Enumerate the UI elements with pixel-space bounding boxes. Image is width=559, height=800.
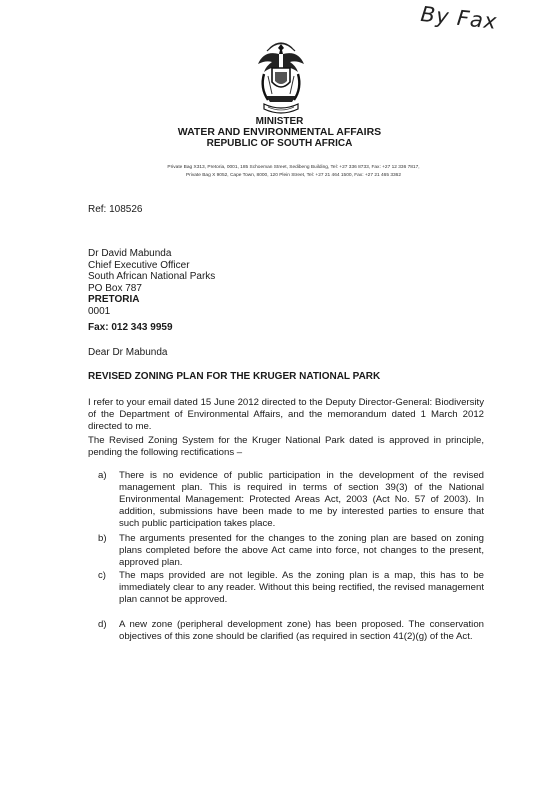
addressee-title: Chief Executive Officer: [88, 259, 190, 271]
list-item-text: There is no evidence of public participation in the development of the revised management plan. This is required in terms of section 39(3) of the National Environmental Management: Protected Areas Act, 2003 (Act No. 57 of 2003). In addition, submissions have been made to me by interested parties to ensure that such public participation takes place.: [119, 470, 484, 529]
addressee-organisation: South African National Parks: [88, 271, 216, 282]
list-item-label: c): [98, 570, 106, 581]
list-item-label: a): [98, 470, 107, 481]
list-item-text: The maps provided are not legible. As the zoning plan is a map, this has to be immediately clear to any reader. Without this being rectified, the revised management plan cannot be approved.: [119, 570, 484, 605]
list-item-text: The arguments presented for the changes to the zoning plan are based on zoning plans completed before the above Act came into force, not changes to the present, approved plan.: [119, 533, 484, 568]
body-paragraph: The Revised Zoning System for the Kruger National Park dated is approved in principle, pending the following rectifications –: [88, 435, 484, 458]
list-item-label: d): [98, 619, 107, 630]
letterhead-address-cape-town: Private Bag X 9052, Cape Town, 8000, 120 Plein Street, Tel: +27 21 464 1500, Fax: +27 21 465 3362: [185, 173, 402, 178]
list-item-text: A new zone (peripheral development zone) has been proposed. The conservation objectives of this zone should be clarified (as required in section 41(2)(g) of the Act.: [119, 619, 484, 642]
body-paragraph: I refer to your email dated 15 June 2012 directed to the Deputy Director-General: Biodiversity of the Department of Environmental Affairs, and the memorandum dated 1 March 2012 directed to me.: [88, 397, 484, 432]
addressee-block: [88, 248, 215, 317]
south-africa-coat-of-arms-icon: [252, 38, 310, 116]
reference-number: Ref: 108526: [88, 204, 143, 215]
subject-heading: REVISED ZONING PLAN FOR THE KRUGER NATIONAL PARK: [88, 371, 381, 382]
fax-number: Fax: 012 343 9959: [88, 322, 173, 333]
letterhead-address-pretoria: Private Bag X313, Pretoria, 0001, 185 Schoeman Street, Sedibeng Building, Tel: +27 336 8733, Fax: +27 12 336 7817,: [167, 165, 420, 170]
addressee-city: PRETORIA: [88, 294, 140, 305]
handwritten-note: By Fax: [419, 2, 499, 34]
addressee-postal-code: 0001: [88, 305, 111, 317]
addressee-name: Dr David Mabunda: [88, 248, 172, 259]
letterhead-country: REPUBLIC OF SOUTH AFRICA: [206, 138, 353, 149]
letterhead-minister: MINISTER: [255, 116, 304, 127]
list-item-label: b): [98, 533, 107, 544]
salutation: Dear Dr Mabunda: [88, 347, 168, 358]
addressee-po-box: PO Box 787: [88, 282, 142, 294]
letterhead-department: WATER AND ENVIRONMENTAL AFFAIRS: [177, 126, 382, 138]
